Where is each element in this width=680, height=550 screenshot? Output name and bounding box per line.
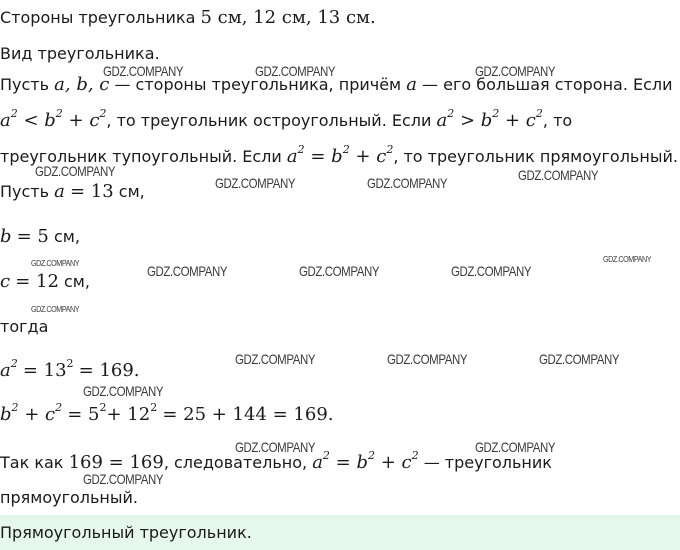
cond2-text: , то <box>542 111 573 130</box>
watermark: GDZ.COMPANY <box>83 471 164 487</box>
value-a-line <box>0 181 145 203</box>
watermark: GDZ.COMPANY <box>475 63 556 79</box>
watermark: GDZ.COMPANY <box>215 175 296 191</box>
calc2-result: = 25 + 144 = 169. <box>162 404 334 425</box>
calc2-square: = $5^2$ <box>67 401 107 425</box>
watermark: GDZ.COMPANY <box>451 263 532 279</box>
watermark: GDZ.COMPANY <box>255 63 336 79</box>
var-b: b <box>0 226 12 247</box>
then-text: тогда <box>0 317 49 336</box>
conclusion-b: , следовательно, <box>163 453 308 472</box>
watermark: GDZ.COMPANY <box>35 163 116 179</box>
watermark: GDZ.COMPANY <box>387 351 468 367</box>
unit-c: см, <box>64 272 90 291</box>
problem-label: Стороны треугольника <box>0 8 196 27</box>
intro-text-a: Пусть <box>0 75 50 94</box>
conclusion-formula: $a^2 = b^2 + c^2$ <box>312 449 419 473</box>
var-c: c <box>0 271 11 292</box>
watermark: GDZ.COMPANY <box>539 351 620 367</box>
let-text: Пусть <box>0 182 50 201</box>
calc1-formula: $a^2$ <box>0 357 18 381</box>
watermark: GDZ.COMPANY <box>235 351 316 367</box>
calc1-result: = 169. <box>78 360 140 381</box>
formula-right: $a^2 = b^2 + c^2$ <box>286 143 394 167</box>
answer-text: Прямоугольный треугольник. <box>0 523 252 542</box>
watermark: GDZ.COMPANY <box>518 167 599 183</box>
answer-box <box>0 515 680 550</box>
unit-a: см, <box>118 182 145 201</box>
watermark: GDZ.COMPANY <box>299 263 380 279</box>
watermark: GDZ.COMPANY <box>475 439 556 455</box>
conclusion-eq: 169 = 169 <box>68 452 164 473</box>
intro-text-b: — стороны треугольника, причём <box>114 75 402 94</box>
value-b-line <box>0 226 80 248</box>
watermark: GDZ.COMPANY <box>83 383 164 399</box>
cond1-text: , то треугольник остроугольный. Если <box>106 111 432 130</box>
calc2-mid: + 12 <box>106 404 151 425</box>
watermark-small: GDZ.COMPANY <box>31 259 80 268</box>
intro-line <box>0 74 673 96</box>
conclusion-c: — треугольник <box>423 453 552 472</box>
cond3-tail: , то треугольник прямоугольный. <box>393 147 678 166</box>
condition-line-1 <box>0 107 573 132</box>
formula-obtuse: $a^2 > b^2 + c^2$ <box>436 107 543 131</box>
problem-sides: 5 см, 12 см, 13 см. <box>200 7 376 28</box>
watermark: GDZ.COMPANY <box>103 63 184 79</box>
watermark-small: GDZ.COMPANY <box>603 255 652 264</box>
watermark: GDZ.COMPANY <box>235 439 316 455</box>
unit-b: см, <box>53 227 80 246</box>
problem-statement <box>0 7 376 29</box>
intro-vars: a, b, c <box>54 74 110 95</box>
var-a: a <box>406 74 417 95</box>
calc1-square: = $13^2$ <box>22 357 74 381</box>
cond3-head: треугольник тупоугольный. Если <box>0 147 282 166</box>
calc2-exp: 2 <box>150 401 158 414</box>
a-value: = 13 <box>69 181 114 202</box>
formula-acute: $a^2 < b^2 + c^2$ <box>0 107 107 131</box>
watermark: GDZ.COMPANY <box>367 175 448 191</box>
solution-heading: Вид треугольника. <box>0 44 160 63</box>
watermark: GDZ.COMPANY <box>147 263 228 279</box>
calc-line-2 <box>0 401 334 426</box>
calc-line-1 <box>0 357 140 382</box>
conclusion-a: Так как <box>0 453 64 472</box>
b-value: = 5 <box>16 226 49 247</box>
c-value: = 12 <box>15 271 59 292</box>
watermark-small: GDZ.COMPANY <box>31 305 80 314</box>
calc2-formula: $b^2 + c^2$ <box>0 401 63 425</box>
intro-text-c: — его большая сторона. Если <box>422 75 673 94</box>
var-a-2: a <box>54 181 65 202</box>
conclusion-line-2: прямоугольный. <box>0 488 138 507</box>
value-c-line <box>0 271 90 293</box>
